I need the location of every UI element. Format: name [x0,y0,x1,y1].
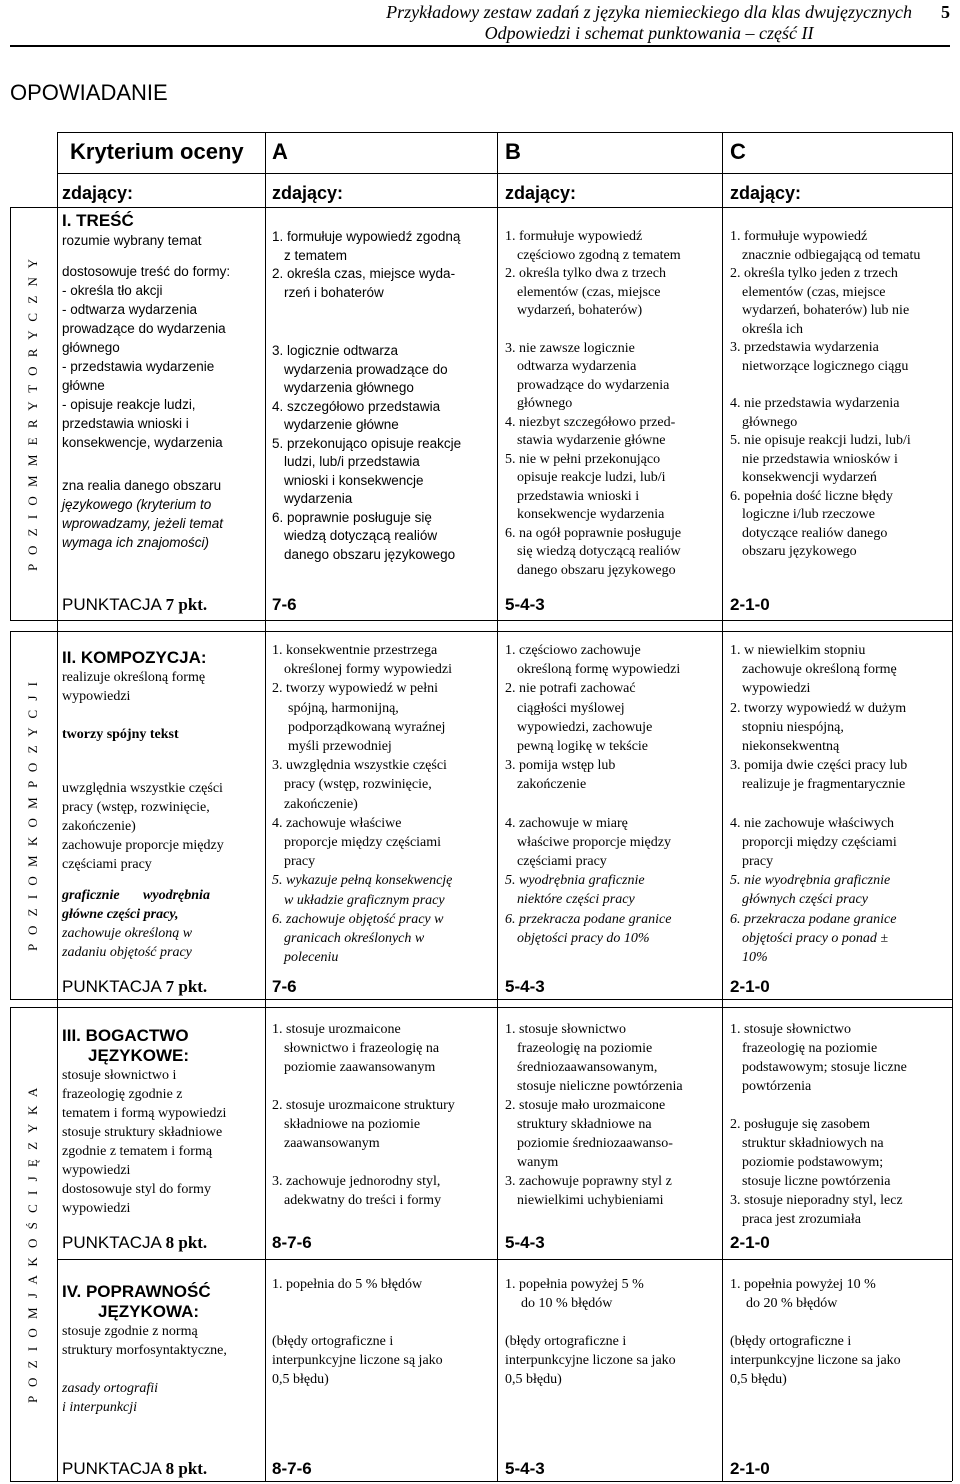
poprawnosc-score-b: 5-4-3 [505,1459,545,1478]
zdajacy-label: zdający: [505,183,577,203]
tresc-b: 1. formułuje wypowiedź częściowo zgodną z tematem 2. określa tylko dwa z trzech elementów (czas, miejsce wydarzeń, bohaterów) 3. nie zawsze logicznie odtwarza wydarzenia prowadzące do wydarzenia głównego 4. niezbyt szczegółowo przed- stawia wydarzenie główne 5. nie w pełni przekonująco opisuje reakcje ludzi, lub/i przedstawia wnioski i konsekwencje wydarzenia 6. na ogół poprawnie posługuje się wiedzą dotyczącą realiów danego obszaru językowego [505,229,682,578]
header-b: B [505,139,521,164]
kompozycja-punktacja: PUNKTACJA 7 pkt. [62,977,208,996]
kompozycja-score-c: 2-1-0 [730,977,770,996]
bogactwo-title-2: JĘZYKOWE: [88,1046,190,1065]
header-c: C [730,139,746,164]
header-rule [10,45,950,47]
bogactwo-c: 1. stosuje słownictwo frazeologię na poziomie podstawowym; stosuje liczne powtórzenia 2. posługuje się zasobem struktur składniowych na poziomie podstawowym; stosuje liczne powtórzenia 3. stosuje nieporadny styl, lecz praca jest zrozumiała [730,1022,907,1227]
bogactwo-title-1: III. BOGACTWO [62,1026,189,1045]
bogactwo-punktacja: PUNKTACJA 8 pkt. [62,1233,208,1252]
poprawnosc-title-2: JĘZYKOWA: [98,1302,200,1321]
side-label-kompozycji: P O Z I O M K O M P O Z Y C J I [25,679,40,951]
bogactwo-score-b: 5-4-3 [505,1233,545,1252]
kompozycja-score-b: 5-4-3 [505,977,545,996]
poprawnosc-criteria: IV. POPRAWNOŚĆ JĘZYKOWA: stosuje zgodnie z normą struktury morfosyntaktyczne, zasady ortografii i interpunkcji [62,1282,227,1415]
page-header [386,2,912,44]
bogactwo-a: 1. stosuje urozmaicone słownictwo i frazeologię na poziomie zaawansowanym 2. stosuje urozmaicone struktury składniowe na poziomie zaawansowanym 3. zachowuje jednorodny styl, adekwatny do treści i formy [272,1022,455,1208]
kompozycja-score-a: 7-6 [272,977,297,996]
poprawnosc-score-a: 8-7-6 [272,1459,312,1478]
bogactwo-score-a: 8-7-6 [272,1233,312,1252]
bogactwo-criteria: III. BOGACTWO JĘZYKOWE: stosuje słownictwo i frazeologię zgodnie z tematem i formą wypowiedzi stosuje struktury składniowe zgodnie z tematem i formą wypowiedzi dostosowuje styl do formy wypowiedzi [62,1026,227,1216]
tresc-c: 1. formułuje wypowiedź znacznie odbiegającą od tematu 2. określa tylko jeden z trzech elementów (czas, miejsce wydarzeń, bohaterów) lub nie określa ich 3. przedstawia wydarzenia nietworzące logicznego ciągu 4. nie przedstawia wydarzenia głównego 5. nie opisuje reakcji ludzi, lub/i nie przedstawia wniosków i konsekwencji wydarzeń 6. popełnia dość liczne błędy logiczne i/lub rzeczowe dotyczące realiów danego obszaru językowego [730,229,921,559]
tresc-punktacja: PUNKTACJA 7 pkt. [62,595,208,614]
zdajacy-label: zdający: [730,183,802,203]
header-line-1: Przykładowy zestaw zadań z języka niemieckiego dla klas dwujęzycznych [386,2,912,22]
poprawnosc-a: 1. popełnia do 5 % błędów (błędy ortograficzne i interpunkcyjne liczone są jako 0,5 błędu) [272,1277,443,1387]
bogactwo-score-c: 2-1-0 [730,1233,770,1252]
section-title: OPOWIADANIE [10,80,168,105]
tresc-score-b: 5-4-3 [505,595,545,614]
zdajacy-label: zdający: [272,183,344,203]
kompozycja-c: 1. w niewielkim stopniu zachowuje określoną formę wypowiedzi 2. tworzy wypowiedź w dużym stopniu niespójną, niekonsekwentną 3. pomija dwie części pracy lub realizuje je fragmentarycznie 4. nie zachowuje właściwych proporcji między częściami pracy 5. nie wyodrębnia graficznie głównych części pracy 6. przekracza podane granice objętości pracy o ponad ± 10% [730,643,908,966]
header-line-2: Odpowiedzi i schemat punktowania – część II [484,23,814,43]
zdajacy-label: zdający: [62,183,134,203]
tresc-score-c: 2-1-0 [730,595,770,614]
header-a: A [272,139,288,164]
tresc-a: 1. formułuje wypowiedź zgodną z tematem 2. określa czas, miejsce wyda- rzeń i bohaterów 3. logicznie odtwarza wydarzenia prowadzące do wydarzenia głównego 4. szczegółowo przedstawia wydarzenie główne 5. przekonująco opisuje reakcje ludzi, lub/i przedstawia wnioski i konsekwencje wydarzenia 6. poprawnie posługuje się wiedzą dotyczącą realiów danego obszaru językowego [272,229,462,562]
kompozycja-b: 1. częściowo zachowuje określoną formę wypowiedzi 2. nie potrafi zachować ciągłości myślowej wypowiedzi, zachowuje pewną logikę w tekście 3. pomija wstęp lub zakończenie 4. zachowuje w miarę właściwe proporcje między częściami pracy 5. wyodrębnia graficznie niektóre części pracy 6. przekracza podane granice objętości pracy do 10% [505,643,681,946]
kompozycja-criteria: II. KOMPOZYCJA: realizuje określoną formę wypowiedzi tworzy spójny tekst uwzględnia wszystkie części pracy (wstęp, rozwinięcie, zakończenie) zachowuje proporcje między częściami pracy graficznie wyodrębnia główne części pracy, zachowuje określoną w zadaniu objętość pracy [62,648,224,960]
poprawnosc-title-1: IV. POPRAWNOŚĆ [62,1282,211,1301]
kompozycja-title: II. KOMPOZYCJA: [62,648,207,667]
poprawnosc-punktacja: PUNKTACJA 8 pkt. [62,1459,208,1478]
tresc-criteria: I. TREŚĆ rozumie wybrany temat dostosowuje treść do formy: - określa tło akcji - odtwarza wydarzenia prowadzące do wydarzenia głównego - przedstawia wydarzenie główne - opisuje reakcje ludzi, przedstawia wnioski i konsekwencje, wydarzenia zna realia danego obszaru językowego (kryterium to wprowadzamy, jeżeli temat wymaga ich znajomości) [62,211,231,550]
side-label-merytoryczny: P O Z I O M M E R Y T O R Y C Z N Y [25,255,40,572]
side-label-jakosci: P O Z I O M J A K O Ś C I J Ę Z Y K A [25,1084,40,1404]
kompozycja-a: 1. konsekwentnie przestrzega określonej formy wypowiedzi 2. tworzy wypowiedź w pełni spójną, harmonijną, podporządkowaną wyraźnej myśli przewodniej 3. uwzględnia wszystkie części pracy (wstęp, rozwinięcie, zakończenie) 4. zachowuje właściwe proporcje między częściami pracy 5. wykazuje pełną konsekwencję w układzie graficznym pracy 6. zachowuje objętość pracy w granicach określonych w poleceniu [272,643,453,966]
poprawnosc-b: 1. popełnia powyżej 5 % do 10 % błędów (błędy ortograficzne i interpunkcyjne liczone sa jako 0,5 błędu) [505,1277,676,1387]
poprawnosc-score-c: 2-1-0 [730,1459,770,1478]
page-number: 5 [941,2,950,22]
header-criterion: Kryterium oceny [70,139,244,164]
tresc-score-a: 7-6 [272,595,297,614]
tresc-title: I. TREŚĆ [62,211,134,230]
bogactwo-b: 1. stosuje słownictwo frazeologię na poziomie średniozaawansowanym, stosuje nieliczne powtórzenia 2. stosuje mało urozmaicone struktury składniowe na poziomie średniozaawanso- wanym 3. zachowuje poprawny styl z niewielkimi uchybieniami [505,1022,683,1208]
poprawnosc-c: 1. popełnia powyżej 10 % do 20 % błędów (błędy ortograficzne i interpunkcyjne liczone sa jako 0,5 błędu) [730,1277,901,1387]
